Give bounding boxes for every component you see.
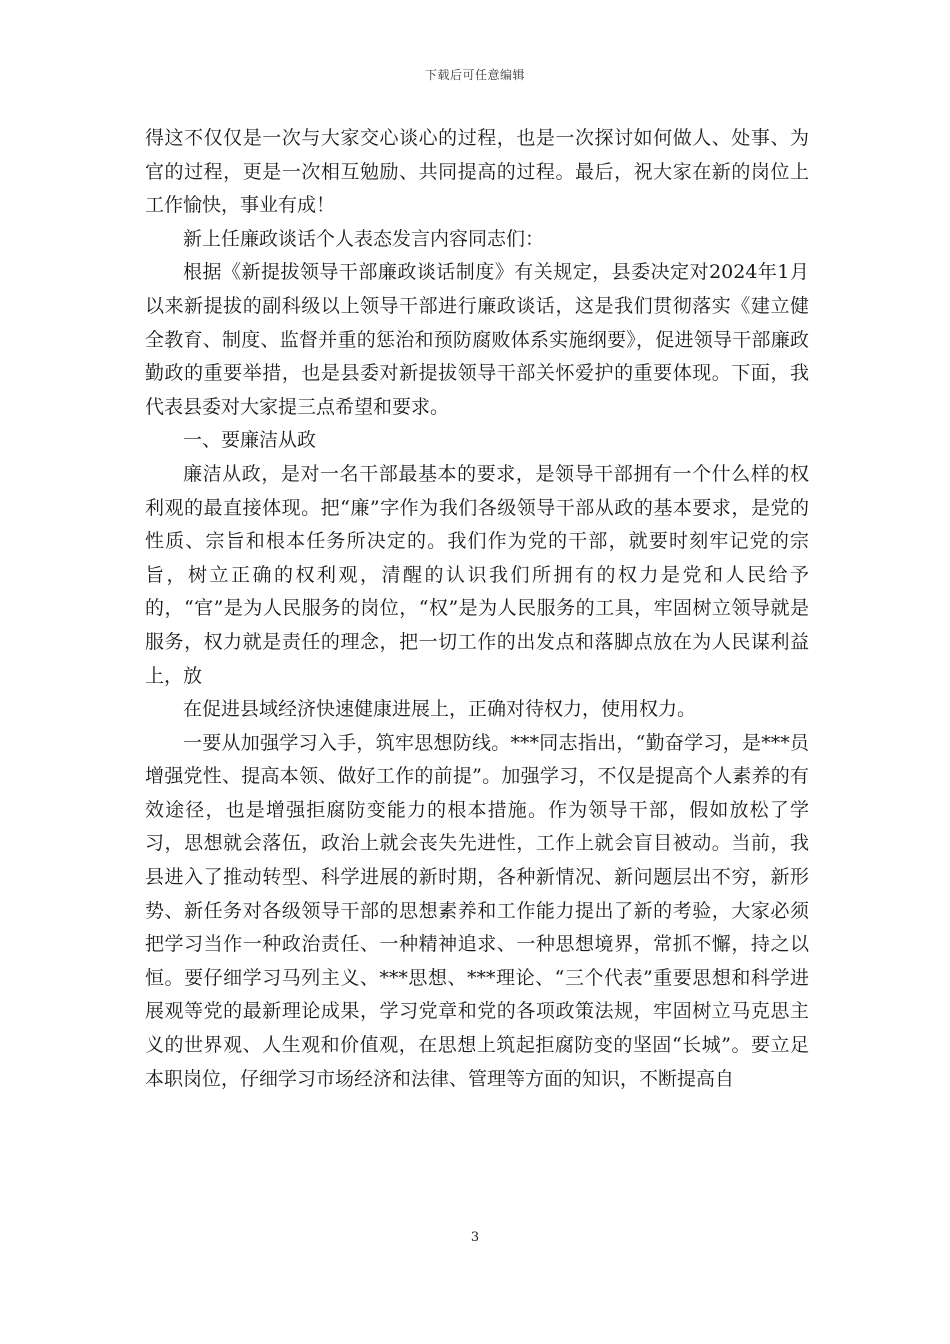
paragraph: 一要从加强学习入手，筑牢思想防线。***同志指出，“勤奋学习，是***员增强党性、提高本领、做好工作的前提”。加强学习，不仅是提高个人素养的有效途径，也是增强拒腐防变能力的根本措施。作为领导干部，假如放松了学习，思想就会落伍，政治上就会丧失先进性，工作上就会盲目被动。当前，我县进入了推动转型、科学进展的新时期，各种新情况、新问题层出不穷，新形势、新任务对各级领导干部的思想素养和工作能力提出了新的考验，大家必须把学习当作一种政治责任、一种精神追求、一种思想境界，常抓不懈，持之以恒。要仔细学习马列主义、***思想、***理论、“三个代表”重要思想和科学进展观等党的最新理论成果，学习党章和党的各项政策法规，牢固树立马克思主义的世界观、人生观和价值观，在思想上筑起拒腐防变的坚固“长城”。要立足本职岗位，仔细学习市场经济和法律、管理等方面的知识，不断提高自: [145, 731, 809, 1090]
paragraph: 新上任廉政谈话个人表态发言内容同志们：: [183, 227, 545, 250]
page-number: 3: [470, 1230, 480, 1245]
section-heading: 一、要廉洁从政: [183, 429, 317, 452]
page-header: 下载后可任意编辑: [424, 68, 525, 82]
document-body: [145, 122, 809, 1096]
paragraph: 根据《新提拔领导干部廉政谈话制度》有关规定，县委决定对2024年1月以来新提拔的副科级以上领导干部进行廉政谈话，这是我们贯彻落实《建立健全教育、制度、监督并重的惩治和预防腐败体系实施纲要》，促进领导干部廉政勤政的重要举措，也是县委对新提拔领导干部关怀爱护的重要体现。下面，我代表县委对大家提三点希望和要求。: [145, 261, 809, 418]
paragraph: 得这不仅仅是一次与大家交心谈心的过程，也是一次探讨如何做人、处事、为官的过程，更是一次相互勉励、共同提高的过程。最后，祝大家在新的岗位上工作愉快，事业有成！: [145, 127, 809, 217]
paragraph: 在促进县域经济快速健康进展上，正确对待权力，使用权力。: [183, 698, 697, 721]
paragraph: 廉洁从政，是对一名干部最基本的要求，是领导干部拥有一个什么样的权利观的最直接体现。把“廉”字作为我们各级领导干部从政的基本要求，是党的性质、宗旨和根本任务所决定的。我们作为党的干部，就要时刻牢记党的宗旨，树立正确的权利观，清醒的认识我们所拥有的权力是党和人民给予的，“官”是为人民服务的岗位，“权”是为人民服务的工具，牢固树立领导就是服务，权力就是责任的理念，把一切工作的出发点和落脚点放在为人民谋利益上，放: [145, 462, 809, 687]
